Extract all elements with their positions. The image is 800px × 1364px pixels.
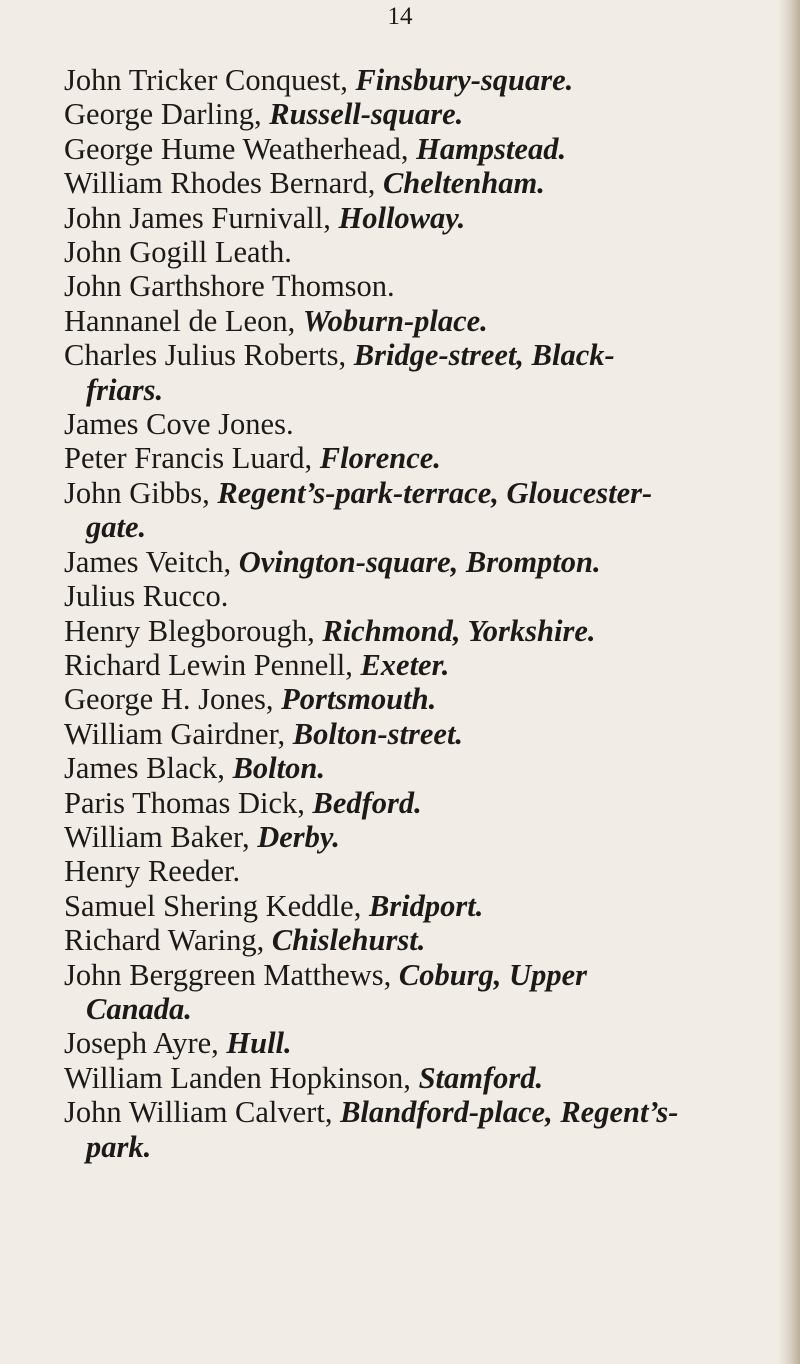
member-entry [64,717,754,751]
member-address: Ovington-square, Brompton. [238,544,601,579]
member-entry [64,269,754,303]
member-name: James Cove Jones. [64,407,294,442]
member-entry [64,545,754,579]
member-address: Stamford. [418,1060,544,1095]
member-address: Holloway. [338,200,466,235]
member-name: Julius Rucco. [64,579,229,614]
member-entry [64,441,754,475]
member-name: John James Furnivall, [64,200,339,235]
member-name: William Rhodes Bernard, [64,166,383,201]
member-address: Bolton-street. [292,716,464,751]
member-address-continued: park. [86,1129,152,1164]
member-address: Bridport. [368,888,484,923]
member-entry [64,338,754,407]
member-address: Finsbury-square. [355,63,574,97]
member-entry [64,889,754,923]
member-address: Portsmouth. [281,682,437,717]
member-name: Hannanel de Leon, [64,303,303,338]
member-name: Paris Thomas Dick, [64,785,313,820]
member-address: Florence. [319,441,441,476]
member-address: Cheltenham. [382,166,545,201]
member-address: Russell-square. [269,97,464,132]
member-entry [64,1026,754,1060]
member-name: James Veitch, [64,544,239,579]
member-name: Samuel Shering Keddle, [64,888,369,923]
member-address: Exeter. [360,647,450,682]
member-entry [64,751,754,785]
member-address: Derby. [257,819,340,854]
member-name: George H. Jones, [64,682,282,717]
member-name: John Berggreen Matthews, [64,957,399,992]
member-address: Woburn-place. [302,303,488,338]
member-name: Joseph Ayre, [64,1026,227,1061]
member-entry [64,854,754,888]
member-name: George Darling, [64,97,270,132]
member-name: Henry Blegborough, [64,613,323,648]
member-name: John Gibbs, [64,475,218,510]
member-name: Henry Reeder. [64,854,241,889]
member-name: William Baker, [64,819,258,854]
member-address-continued: friars. [86,372,164,407]
member-address: Blandford-place, Regent’s- [340,1095,679,1130]
member-address: Bridge-street, Black- [353,338,615,373]
member-name: Richard Waring, [64,923,272,958]
member-address: Hampstead. [416,131,567,166]
member-name: William Gairdner, [64,716,293,751]
member-entry [64,958,754,1027]
member-address: Richmond, Yorkshire. [322,613,596,648]
member-name: Richard Lewin Pennell, [64,647,361,682]
member-address-continued: Canada. [86,991,192,1026]
member-name: James Black, [64,751,233,786]
member-list [64,63,754,1164]
member-address: Coburg, Upper [398,957,587,992]
page-number: 14 [387,3,413,30]
member-entry [64,923,754,957]
member-entry [64,682,754,716]
member-address: Hull. [226,1026,292,1061]
member-address: Bolton. [232,751,325,786]
member-entry [64,1061,754,1095]
member-entry [64,132,754,166]
member-entry [64,614,754,648]
member-name: William Landen Hopkinson, [64,1060,419,1095]
member-name: John William Calvert, [64,1095,341,1130]
member-entry [64,235,754,269]
member-name: George Hume Weatherhead, [64,131,417,166]
member-entry [64,1095,754,1164]
member-entry [64,407,754,441]
member-name: Charles Julius Roberts, [64,338,354,373]
member-entry [64,820,754,854]
member-entry [64,786,754,820]
member-address: Regent’s-park-terrace, Gloucester- [217,475,653,510]
member-entry [64,648,754,682]
page-edge-shadow [778,0,800,1364]
member-name: Peter Francis Luard, [64,441,320,476]
member-entry [64,97,754,131]
member-address: Bedford. [312,785,422,820]
member-address-continued: gate. [86,510,147,545]
member-name: John Garthshore Thomson. [64,269,395,304]
member-name: John Tricker Conquest, [64,63,356,97]
member-address: Chislehurst. [271,923,426,958]
member-entry [64,63,754,97]
member-entry [64,579,754,613]
member-entry [64,166,754,200]
member-name: John Gogill Leath. [64,235,292,270]
member-entry [64,304,754,338]
member-entry [64,476,754,545]
member-entry [64,201,754,235]
